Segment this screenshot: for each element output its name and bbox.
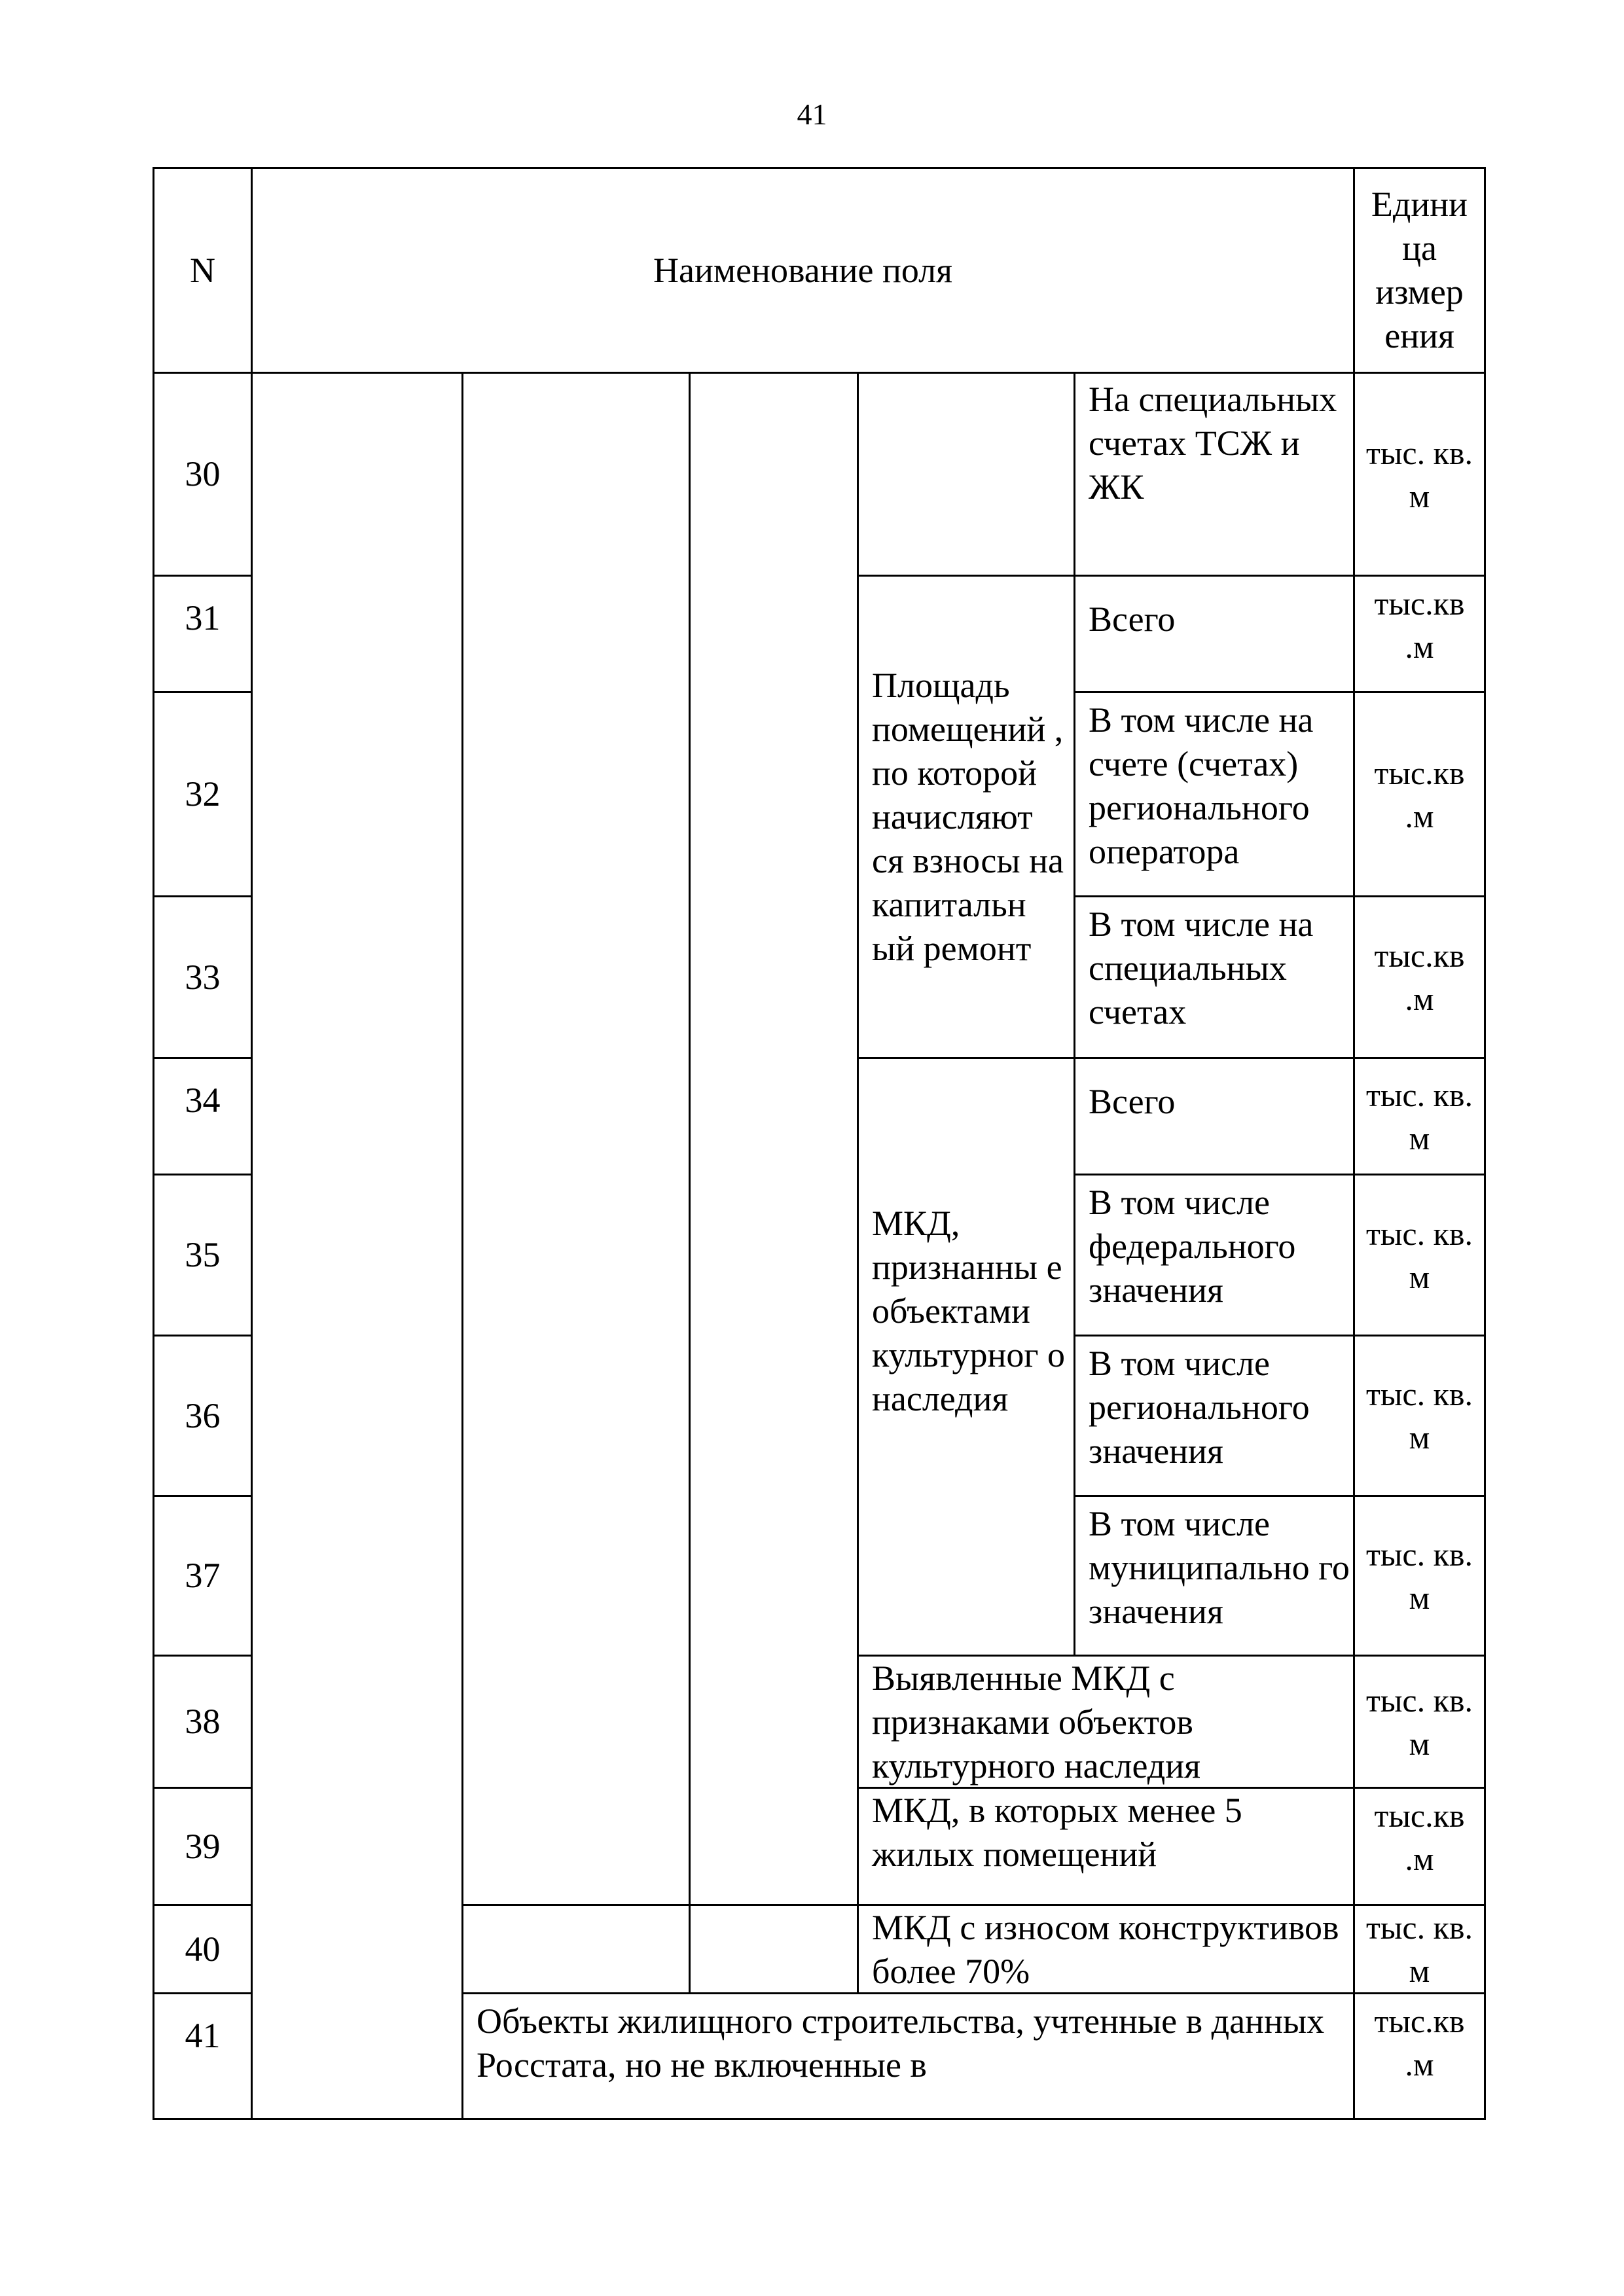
row-unit: тыс.кв .м [1374,2003,1465,2083]
row-unit: тыс. кв. м [1365,1681,1473,1762]
row-label: В том числе муниципально го значения [1089,1504,1350,1631]
row-label: Выявленные МКД с признаками объектов культурного наследия [872,1659,1200,1785]
row-unit: тыс. кв. м [1365,1376,1473,1456]
page-number: 41 [797,98,827,131]
row-number: 30 [185,454,221,493]
row-number: 32 [185,774,221,814]
row-unit: тыс.кв .м [1374,937,1465,1017]
table-border-right [1484,167,1486,2120]
row-number: 36 [185,1395,221,1435]
row-unit: тыс.кв .м [1374,1797,1465,1877]
row-number: 33 [185,957,221,997]
table-border-bottom [153,2118,1486,2120]
row-number: 38 [185,1702,221,1741]
header-unit: Едини ца измер ения [1371,185,1468,355]
row-number: 35 [185,1235,221,1274]
row-number: 31 [185,598,221,637]
row-label: Всего [1089,600,1176,639]
row-label: Объекты жилищного строительства, учтенные в данных Росстата, но не включенные в [477,2001,1325,2085]
row-label: МКД, в которых менее 5 жилых помещений [872,1791,1242,1874]
row-number: 34 [185,1081,221,1120]
row-unit: тыс. кв. м [1365,1909,1473,1989]
column-line [461,372,463,2120]
column-line [689,372,691,1994]
row-unit: тыс.кв .м [1374,754,1465,834]
group-area-capital-repair: Площадь помещений , по которой начисляют ся взносы на капитальн ый ремонт [872,665,1064,968]
row-label: На специальных счетах ТСЖ и ЖК [1089,380,1337,507]
group-cultural-heritage: МКД, признанны е объектами культурног о наследия [872,1203,1066,1418]
header-field-name: Наименование поля [653,250,952,290]
row-number: 39 [185,1826,221,1866]
row-unit: тыс. кв. м [1365,1215,1473,1295]
row-unit: тыс. кв. м [1365,1535,1473,1616]
row-label: МКД с износом конструктивов более 70% [872,1908,1339,1991]
row-number: 40 [185,1929,221,1969]
row-label: В том числе федерального значения [1089,1183,1296,1310]
row-number: 37 [185,1556,221,1595]
column-line [251,167,253,2120]
row-unit: тыс.кв .м [1374,585,1465,665]
header-n: N [190,250,215,290]
row-unit: тыс. кв. м [1365,434,1473,514]
row-unit: тыс. кв. м [1365,1076,1473,1157]
row-label: В том числе регионального значения [1089,1344,1310,1471]
row-label: В том числе на специальных счетах [1089,905,1314,1031]
row-label: В том числе на счете (счетах) регионального оператора [1089,700,1314,871]
row-number: 41 [185,2016,221,2055]
row-label: Всего [1089,1082,1176,1121]
